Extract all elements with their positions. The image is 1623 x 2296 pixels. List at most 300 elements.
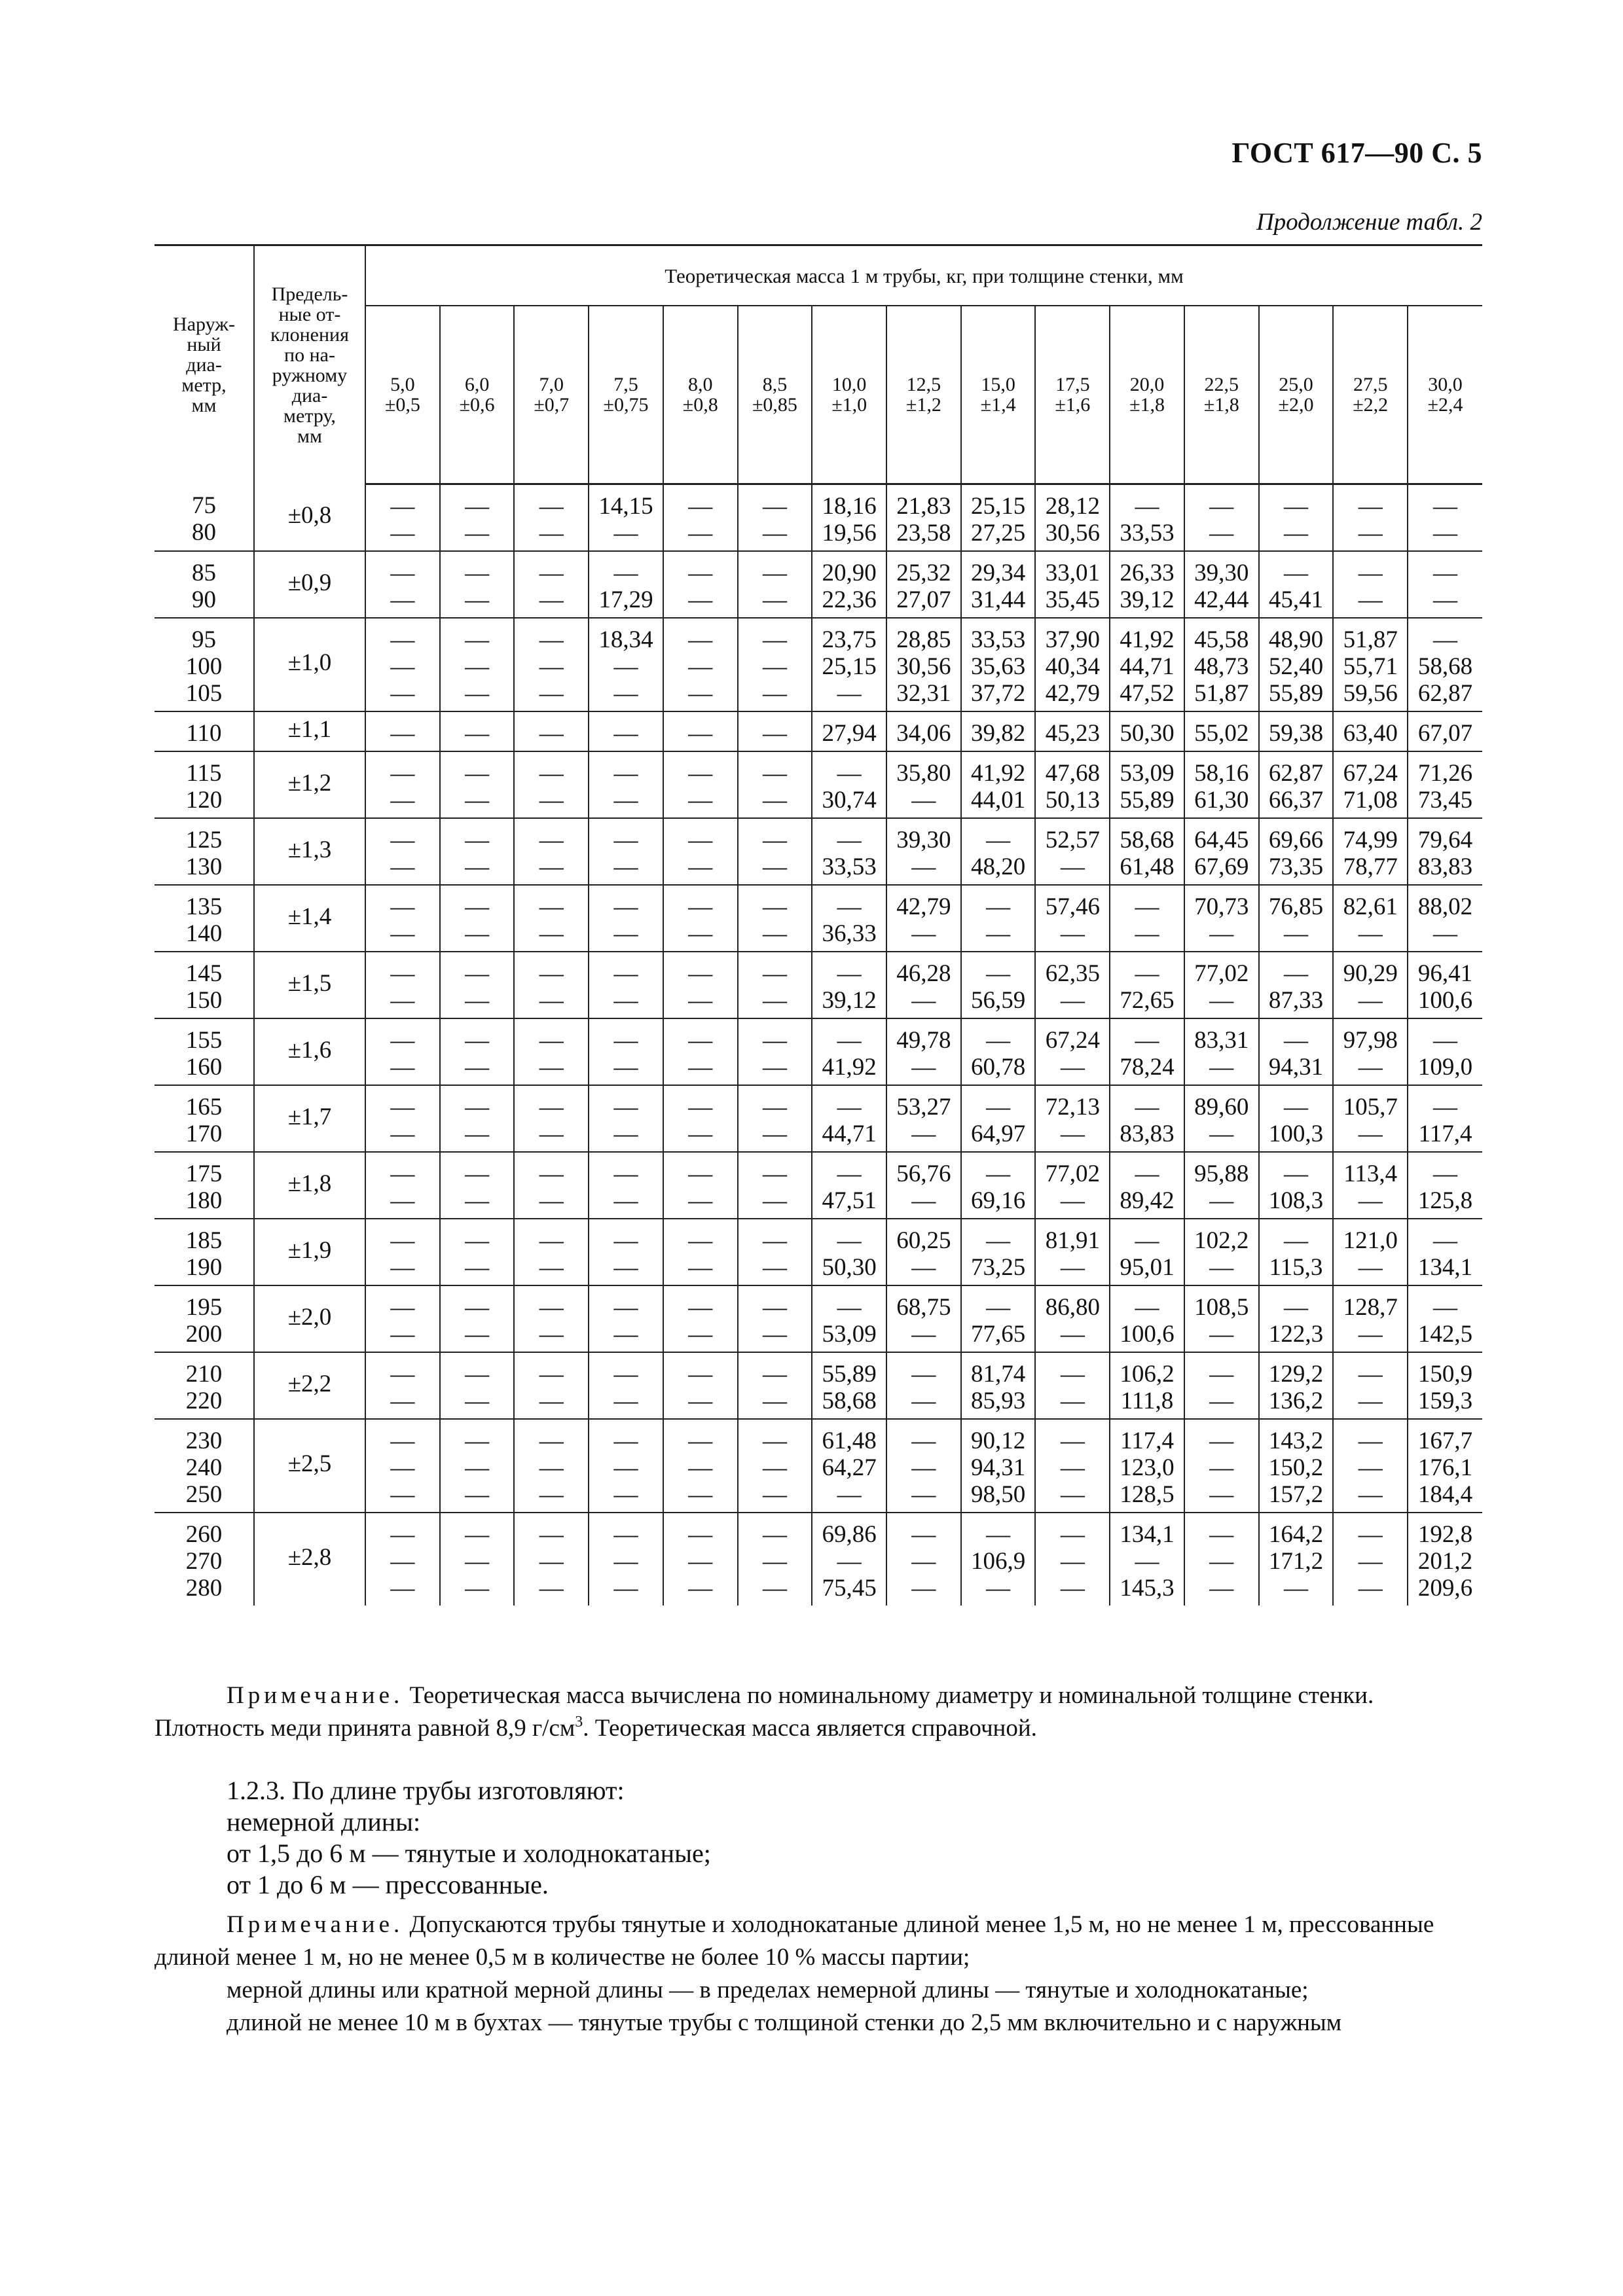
length-note-line: мерной длины или кратной мерной длины — в пределах немерной длины — тянутые и холоднокатаные; — [227, 1977, 1309, 2003]
mass-cell — [886, 952, 961, 1018]
mass-value: 129,2 — [1268, 1361, 1324, 1388]
mass-cell — [589, 1018, 663, 1085]
mass-value: — — [837, 1094, 862, 1121]
mass-value: 74,99 — [1343, 827, 1398, 853]
mass-cell — [1035, 1352, 1110, 1419]
mass-value: 58,16 — [1194, 760, 1249, 787]
mass-value: 81,91 — [1045, 1227, 1100, 1254]
mass-value: — — [390, 893, 415, 920]
mass-value: 18,34 — [598, 626, 653, 653]
mass-value: — — [539, 1521, 564, 1548]
mass-value: — — [1358, 1321, 1383, 1348]
mass-value: — — [539, 493, 564, 520]
diameter-value: 200 — [185, 1321, 223, 1348]
mass-value: 55,89 — [822, 1361, 877, 1388]
mass-value: — — [465, 1094, 490, 1121]
mass-value: 164,2 — [1268, 1521, 1324, 1548]
mass-cell — [514, 711, 589, 751]
mass-value: — — [539, 1187, 564, 1214]
diameter-value: 110 — [186, 720, 222, 747]
mass-value: — — [688, 493, 713, 520]
mass-value: — — [911, 920, 936, 947]
mass-cell — [886, 1419, 961, 1513]
mass-value: — — [390, 1094, 415, 1121]
mass-value: — — [762, 1361, 787, 1388]
diameter-value: 120 — [185, 787, 223, 814]
mass-value: — — [390, 586, 415, 613]
mass-cell — [1110, 1152, 1184, 1219]
mass-value: — — [688, 960, 713, 987]
mass-value: — — [1283, 1160, 1308, 1187]
mass-value: — — [1433, 493, 1458, 520]
mass-cell — [1408, 484, 1482, 552]
mass-value: 201,2 — [1417, 1548, 1473, 1575]
length-note-line: длиной не менее 10 м в бухтах — тянутые трубы с толщиной стенки до 2,5 мм включительно и с наружным — [227, 2009, 1342, 2036]
mass-value: — — [688, 1054, 713, 1081]
mass-cell — [961, 1085, 1036, 1152]
mass-value: — — [837, 1027, 862, 1054]
diameter-value: 240 — [185, 1454, 223, 1481]
table-row — [155, 952, 1482, 1018]
mass-value: — — [539, 626, 564, 653]
mass-value: — — [1358, 520, 1383, 547]
tolerance-cell: ±1,3 — [254, 818, 365, 885]
table-row — [155, 1219, 1482, 1285]
mass-value: — — [688, 1481, 713, 1508]
mass-value: — — [1283, 1575, 1308, 1602]
mass-cell — [1110, 1285, 1184, 1352]
mass-value: — — [911, 1548, 936, 1575]
mass-cell — [1259, 1219, 1334, 1285]
mass-cell — [1184, 1085, 1259, 1152]
mass-value: — — [688, 787, 713, 814]
mass-value: — — [688, 1027, 713, 1054]
mass-cell — [886, 551, 961, 618]
mass-value: — — [688, 1160, 713, 1187]
mass-value: — — [688, 893, 713, 920]
mass-cell — [738, 1152, 812, 1219]
diameter-value: 115 — [186, 760, 222, 787]
mass-value: — — [911, 1388, 936, 1414]
mass-value: 95,88 — [1194, 1160, 1249, 1187]
mass-cell — [1259, 751, 1334, 818]
mass-cell — [1408, 818, 1482, 885]
diameter-value: 85 — [192, 560, 216, 586]
mass-cell — [589, 551, 663, 618]
mass-value: — — [1283, 493, 1308, 520]
tolerance-cell: ±1,8 — [254, 1152, 365, 1219]
mass-cell — [1259, 1085, 1334, 1152]
note-text-end: . Теоретическая масса является справочной. — [583, 1715, 1037, 1742]
mass-value: — — [465, 626, 490, 653]
mass-value: 122,3 — [1268, 1321, 1324, 1348]
mass-value: 33,01 — [1045, 560, 1100, 586]
mass-value: 21,83 — [896, 493, 951, 520]
mass-value: 73,35 — [1268, 853, 1324, 880]
mass-value: 67,24 — [1343, 760, 1398, 787]
table-row — [155, 1085, 1482, 1152]
mass-cell — [1259, 551, 1334, 618]
mass-value: 20,90 — [822, 560, 877, 586]
mass-cell — [961, 618, 1036, 711]
mass-value: 26,33 — [1120, 560, 1175, 586]
mass-value: — — [1358, 1388, 1383, 1414]
mass-value: 134,1 — [1120, 1521, 1175, 1548]
mass-value: — — [688, 1575, 713, 1602]
mass-cell — [440, 1152, 515, 1219]
mass-cell — [886, 751, 961, 818]
mass-cell — [961, 711, 1036, 751]
mass-value: — — [1209, 1361, 1234, 1388]
diameter-value: 160 — [185, 1054, 223, 1081]
col-header-wall: 7,5 ±0,75 — [589, 306, 663, 484]
mass-value: 25,32 — [896, 560, 951, 586]
mass-value: — — [986, 1294, 1011, 1321]
mass-value: — — [1060, 987, 1085, 1014]
mass-cell — [663, 1285, 738, 1352]
mass-value: 49,78 — [896, 1027, 951, 1054]
diameter-value: 90 — [192, 586, 216, 613]
mass-value: — — [1135, 1160, 1159, 1187]
mass-cell — [589, 1219, 663, 1285]
mass-value: — — [1060, 1388, 1085, 1414]
mass-value: — — [688, 1254, 713, 1281]
mass-value: — — [465, 493, 490, 520]
table-row — [155, 1018, 1482, 1085]
table-row — [155, 618, 1482, 711]
mass-value: — — [539, 520, 564, 547]
mass-cell — [1408, 1352, 1482, 1419]
mass-value: 78,77 — [1343, 853, 1398, 880]
table-note — [155, 1679, 1482, 1745]
tolerance-cell: ±0,8 — [254, 484, 365, 552]
mass-value: 56,76 — [896, 1160, 951, 1187]
mass-value: — — [1283, 920, 1308, 947]
mass-value: 22,36 — [822, 586, 877, 613]
mass-cell — [1110, 818, 1184, 885]
mass-cell — [1333, 484, 1408, 552]
mass-value: — — [1433, 920, 1458, 947]
mass-value: — — [613, 787, 638, 814]
diameter-cell — [155, 952, 254, 1018]
mass-value: 39,82 — [970, 720, 1026, 747]
mass-value: — — [465, 1054, 490, 1081]
mass-cell — [663, 1219, 738, 1285]
mass-value: — — [837, 827, 862, 853]
mass-value: — — [390, 720, 415, 747]
mass-cell — [1184, 1018, 1259, 1085]
mass-value: — — [911, 1481, 936, 1508]
mass-value: — — [539, 1548, 564, 1575]
mass-cell — [812, 1152, 886, 1219]
mass-value: — — [1135, 1227, 1159, 1254]
mass-value: — — [762, 853, 787, 880]
diameter-cell — [155, 484, 254, 552]
mass-cell — [663, 952, 738, 1018]
mass-value: — — [613, 1094, 638, 1121]
mass-value: 125,8 — [1417, 1187, 1473, 1214]
table-row — [155, 818, 1482, 885]
mass-value: — — [1209, 1521, 1234, 1548]
tolerance-cell: ±2,0 — [254, 1285, 365, 1352]
mass-value: 32,31 — [896, 680, 951, 707]
mass-cell — [514, 1352, 589, 1419]
mass-value: — — [539, 1454, 564, 1481]
mass-cell — [663, 484, 738, 552]
mass-cell — [1035, 551, 1110, 618]
mass-value: 128,5 — [1120, 1481, 1175, 1508]
mass-value: — — [539, 1481, 564, 1508]
mass-cell — [365, 751, 440, 818]
mass-value: — — [1135, 893, 1159, 920]
mass-value: — — [986, 1160, 1011, 1187]
mass-value: 53,09 — [822, 1321, 877, 1348]
tolerance-cell: ±1,7 — [254, 1085, 365, 1152]
mass-cell — [1110, 1352, 1184, 1419]
diameter-value: 260 — [185, 1521, 223, 1548]
mass-value: — — [465, 1521, 490, 1548]
mass-value: — — [539, 827, 564, 853]
mass-value: — — [911, 987, 936, 1014]
mass-cell — [1035, 618, 1110, 711]
mass-value: 83,31 — [1194, 1027, 1249, 1054]
mass-value: — — [613, 1321, 638, 1348]
mass-cell — [589, 711, 663, 751]
mass-value: — — [613, 1294, 638, 1321]
mass-value: 55,89 — [1268, 680, 1324, 707]
mass-cell — [1408, 1219, 1482, 1285]
mass-cell — [589, 1352, 663, 1419]
mass-cell — [1035, 1285, 1110, 1352]
mass-value: — — [1358, 1454, 1383, 1481]
mass-value: — — [762, 1388, 787, 1414]
mass-value: — — [986, 1227, 1011, 1254]
mass-value: — — [911, 1187, 936, 1214]
mass-value: 159,3 — [1417, 1388, 1473, 1414]
diameter-value: 155 — [185, 1027, 223, 1054]
mass-cell — [1259, 1352, 1334, 1419]
mass-cell — [1259, 952, 1334, 1018]
mass-value: — — [390, 960, 415, 987]
col-header-wall: 6,0 ±0,6 — [440, 306, 515, 484]
mass-value: — — [465, 1481, 490, 1508]
mass-value: — — [762, 560, 787, 586]
mass-cell — [1184, 818, 1259, 885]
mass-value: 60,78 — [970, 1054, 1026, 1081]
mass-value: — — [1433, 1094, 1458, 1121]
section-line: 1.2.3. По длине трубы изготовляют: — [227, 1776, 625, 1805]
mass-value: — — [465, 1160, 490, 1187]
mass-value: — — [762, 720, 787, 747]
mass-value: — — [1358, 987, 1383, 1014]
mass-cell — [514, 1419, 589, 1513]
mass-value: 72,13 — [1045, 1094, 1100, 1121]
mass-value: — — [762, 1427, 787, 1454]
mass-cell — [886, 1018, 961, 1085]
diameter-value: 180 — [185, 1187, 223, 1214]
mass-value: 184,4 — [1417, 1481, 1473, 1508]
mass-cell — [812, 1352, 886, 1419]
mass-value: — — [762, 893, 787, 920]
mass-value: — — [613, 1254, 638, 1281]
mass-cell — [365, 1152, 440, 1219]
mass-value: — — [1135, 1094, 1159, 1121]
col-header-wall: 8,0 ±0,8 — [663, 306, 738, 484]
mass-value: 167,7 — [1417, 1427, 1473, 1454]
mass-value: 47,68 — [1045, 760, 1100, 787]
mass-value: — — [1135, 1027, 1159, 1054]
mass-cell — [1333, 818, 1408, 885]
table-row — [155, 551, 1482, 618]
mass-cell — [663, 1419, 738, 1513]
mass-value: — — [688, 720, 713, 747]
mass-value: — — [1060, 1454, 1085, 1481]
mass-value: — — [911, 853, 936, 880]
mass-value: 171,2 — [1268, 1548, 1324, 1575]
mass-value: 41,92 — [822, 1054, 877, 1081]
mass-value: 30,74 — [822, 787, 877, 814]
mass-cell — [961, 751, 1036, 818]
mass-value: — — [613, 520, 638, 547]
mass-value: — — [1283, 1227, 1308, 1254]
mass-value: 75,45 — [822, 1575, 877, 1602]
mass-value: — — [613, 1227, 638, 1254]
mass-value: — — [539, 787, 564, 814]
mass-value: — — [762, 1054, 787, 1081]
mass-cell — [961, 1419, 1036, 1513]
mass-cell — [1184, 751, 1259, 818]
mass-value: — — [539, 853, 564, 880]
mass-value: — — [762, 760, 787, 787]
mass-value: — — [539, 1094, 564, 1121]
mass-cell — [1333, 711, 1408, 751]
mass-cell — [440, 484, 515, 552]
mass-value: — — [390, 1321, 415, 1348]
mass-value: — — [911, 787, 936, 814]
mass-value: — — [911, 1427, 936, 1454]
diameter-cell — [155, 885, 254, 952]
col-header-tolerance: Предель- ные от- клонения по на- ружному диа- метру, мм — [254, 245, 365, 484]
mass-value: 77,65 — [970, 1321, 1026, 1348]
mass-value: — — [465, 1548, 490, 1575]
mass-cell — [1408, 1285, 1482, 1352]
mass-value: — — [539, 1388, 564, 1414]
mass-cell — [514, 484, 589, 552]
mass-cell — [1110, 1513, 1184, 1605]
mass-cell — [1035, 1513, 1110, 1605]
mass-cell — [514, 1219, 589, 1285]
mass-value: 64,45 — [1194, 827, 1249, 853]
mass-value: 44,01 — [970, 787, 1026, 814]
mass-value: 134,1 — [1417, 1254, 1473, 1281]
table-row — [155, 885, 1482, 952]
diameter-value: 270 — [185, 1548, 223, 1575]
mass-value: — — [390, 520, 415, 547]
mass-value: — — [390, 493, 415, 520]
mass-cell — [1110, 484, 1184, 552]
diameter-value: 230 — [185, 1427, 223, 1454]
mass-cell — [589, 618, 663, 711]
mass-value: — — [613, 987, 638, 1014]
mass-value: 97,98 — [1343, 1027, 1398, 1054]
mass-value: — — [390, 1227, 415, 1254]
mass-value: — — [390, 760, 415, 787]
mass-cell — [1110, 751, 1184, 818]
mass-value: — — [911, 1454, 936, 1481]
mass-value: 83,83 — [1417, 853, 1473, 880]
mass-value: — — [762, 680, 787, 707]
mass-cell — [514, 885, 589, 952]
table-row — [155, 484, 1482, 552]
mass-value: 50,30 — [822, 1254, 877, 1281]
mass-value: 40,34 — [1045, 653, 1100, 680]
mass-value: 48,90 — [1268, 626, 1324, 653]
mass-cell — [365, 1513, 440, 1605]
mass-table — [155, 244, 1482, 1605]
mass-cell — [961, 952, 1036, 1018]
mass-cell — [738, 885, 812, 952]
table-continuation-label: Продолжение табл. 2 — [1256, 209, 1482, 236]
mass-value: 18,16 — [822, 493, 877, 520]
mass-value: — — [390, 787, 415, 814]
mass-value: 121,0 — [1343, 1227, 1398, 1254]
mass-value: 76,85 — [1268, 893, 1324, 920]
mass-cell — [663, 818, 738, 885]
mass-cell — [886, 1085, 961, 1152]
mass-value: — — [762, 1027, 787, 1054]
mass-cell — [663, 1352, 738, 1419]
mass-cell — [1408, 1419, 1482, 1513]
mass-value: — — [1433, 1027, 1458, 1054]
mass-value: 23,75 — [822, 626, 877, 653]
mass-cell — [961, 1285, 1036, 1352]
mass-value: — — [539, 720, 564, 747]
mass-cell — [589, 1152, 663, 1219]
col-header-diameter: Наруж- ный диа- метр, мм — [155, 245, 254, 484]
mass-value: 62,35 — [1045, 960, 1100, 987]
mass-value: 45,41 — [1268, 586, 1324, 613]
mass-value: — — [465, 1388, 490, 1414]
mass-cell — [514, 618, 589, 711]
mass-cell — [738, 751, 812, 818]
mass-value: — — [1060, 1187, 1085, 1214]
mass-value: — — [688, 1388, 713, 1414]
mass-cell — [365, 818, 440, 885]
mass-cell — [1259, 1152, 1334, 1219]
mass-value: — — [1433, 1294, 1458, 1321]
mass-value: — — [1358, 1254, 1383, 1281]
mass-value: 62,87 — [1417, 680, 1473, 707]
mass-value: 35,45 — [1045, 586, 1100, 613]
mass-value: — — [1209, 1454, 1234, 1481]
mass-value: — — [1358, 493, 1383, 520]
mass-value: 31,44 — [970, 586, 1026, 613]
mass-value: 145,3 — [1120, 1575, 1175, 1602]
mass-value: 71,26 — [1417, 760, 1473, 787]
mass-value: 17,29 — [598, 586, 653, 613]
mass-value: — — [465, 1187, 490, 1214]
mass-value: — — [762, 1121, 787, 1147]
mass-value: — — [911, 1254, 936, 1281]
mass-value: — — [613, 893, 638, 920]
mass-value: — — [1358, 560, 1383, 586]
mass-value: — — [837, 1548, 862, 1575]
mass-value: 37,72 — [970, 680, 1026, 707]
mass-value: — — [539, 1227, 564, 1254]
mass-cell — [1333, 1018, 1408, 1085]
mass-value: 25,15 — [822, 653, 877, 680]
mass-value: — — [465, 1427, 490, 1454]
